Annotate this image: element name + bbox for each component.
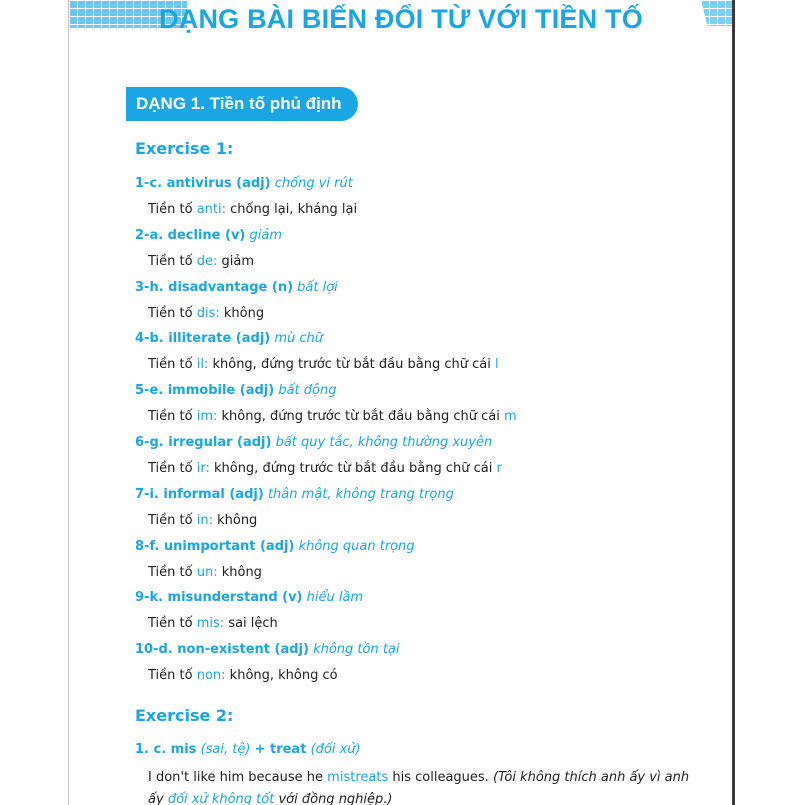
prefix: ir: (196, 461, 210, 476)
exercise-1-explanation (148, 254, 254, 269)
exercise-1-explanation (148, 565, 262, 580)
exercise-1-explanation (148, 616, 278, 631)
exercise-2-heading: Exercise 2: (135, 706, 234, 725)
item-code: 2-a. decline (v) (135, 227, 246, 243)
prefix-label: Tiền tố (148, 409, 193, 425)
mis-meaning: (sai, tệ) (200, 742, 251, 757)
prefix-label: Tiền tố (148, 512, 193, 528)
exercise-1-item (135, 176, 353, 191)
prefix-explanation: không (221, 564, 262, 580)
translation-part-2: với đồng nghiệp.) (278, 792, 393, 805)
item-code: 4-b. illiterate (adj) (135, 331, 271, 347)
translation-part-1: (Tôi không thích anh ấy vì anh ấy (148, 770, 690, 805)
item-code: 1-c. antivirus (adj) (135, 176, 271, 191)
item-meaning: thân mật, không trang trọng (267, 486, 454, 502)
item-meaning: hiểu lầm (306, 590, 364, 606)
item-code: 7-i. informal (adj) (135, 486, 264, 502)
question-number: 1. c. mis (135, 742, 197, 757)
prefix-explanation: không, không có (229, 668, 338, 684)
prefix-letter: m (504, 409, 517, 425)
item-meaning: mù chữ (274, 331, 324, 347)
exercise-1-explanation (148, 513, 257, 528)
translation-highlight: đối xử không tốt (167, 792, 275, 805)
prefix: anti: (196, 202, 227, 217)
exercise-1-item (135, 539, 415, 554)
prefix-label: Tiền tố (148, 564, 193, 580)
item-code: 10-d. non-existent (adj) (135, 642, 309, 658)
item-code: 8-f. unimportant (adj) (135, 538, 295, 554)
exercise-1-explanation (148, 357, 499, 372)
prefix-explanation: không, đứng trước từ bắt đầu bằng chữ cái (212, 357, 491, 373)
exercise-1-explanation (148, 306, 264, 321)
exercise-1-item (135, 383, 336, 398)
treat-word: + treat (254, 742, 307, 757)
exercise-1-item (135, 280, 338, 295)
exercise-1-item (135, 435, 492, 450)
exercise-2-question-1 (135, 742, 361, 757)
item-code: 9-k. misunderstand (v) (135, 590, 303, 606)
exercise-1-item (135, 228, 282, 243)
prefix: in: (196, 512, 213, 528)
page-edge-right (732, 0, 735, 805)
sentence-part-1: I don't like him because he (148, 770, 324, 785)
prefix-label: Tiền tố (148, 305, 193, 321)
prefix-explanation: không (223, 305, 265, 321)
exercise-1-item (135, 590, 363, 605)
item-code: 6-g. irregular (adj) (135, 435, 272, 450)
item-meaning: giảm (249, 227, 283, 243)
page-title: DẠNG BÀI BIẾN ĐỔI TỪ VỚI TIỀN TỐ (159, 4, 643, 34)
item-meaning: không quan trọng (298, 538, 415, 554)
exercise-1-explanation (148, 461, 502, 476)
item-code: 3-h. disadvantage (n) (135, 279, 294, 295)
prefix-label: Tiền tố (148, 668, 193, 684)
prefix-label: Tiền tố (148, 253, 193, 269)
prefix: de: (196, 253, 218, 269)
exercise-1-item (135, 331, 323, 346)
prefix-letter: r (496, 461, 502, 476)
item-meaning: bất động (278, 383, 337, 399)
exercise-1-explanation (148, 409, 517, 424)
item-meaning: bất quy tắc, không thường xuyên (275, 435, 493, 450)
prefix: non: (196, 668, 226, 684)
prefix-label: Tiền tố (148, 461, 193, 476)
item-meaning: chống vi rút (274, 176, 353, 191)
prefix-label: Tiền tố (148, 202, 193, 217)
prefix-letter: l (494, 357, 499, 373)
exercise-1-item (135, 487, 454, 502)
prefix-explanation: không (217, 512, 258, 528)
prefix-explanation: giảm (221, 253, 254, 269)
prefix: un: (196, 564, 218, 580)
exercise-1-explanation (148, 202, 357, 217)
prefix: im: (196, 409, 218, 425)
sentence-highlight: mistreats (327, 770, 389, 785)
prefix-label: Tiền tố (148, 357, 193, 373)
prefix: mis: (196, 616, 225, 632)
exercise-1-item (135, 642, 400, 657)
prefix-explanation: không, đứng trước từ bắt đầu bằng chữ cái (221, 409, 500, 425)
prefix-explanation: chống lại, kháng lại (230, 202, 358, 217)
exercise-1-explanation (148, 668, 338, 683)
prefix-explanation: không, đứng trước từ bắt đầu bằng chữ cái (213, 461, 493, 476)
exercise-1-heading: Exercise 1: (135, 139, 234, 158)
prefix-label: Tiền tố (148, 616, 193, 632)
treat-meaning: (đối xử) (310, 742, 361, 757)
document-page (69, 0, 733, 805)
prefix-explanation: sai lệch (228, 616, 278, 632)
section-heading: DẠNG 1. Tiền tố phủ định (126, 87, 358, 121)
item-meaning: bất lợi (297, 279, 338, 295)
prefix: il: (196, 357, 209, 373)
sentence-part-2: his colleagues. (392, 770, 489, 785)
item-meaning: không tồn tại (313, 642, 400, 658)
exercise-2-sentence (148, 767, 708, 805)
prefix: dis: (196, 305, 220, 321)
item-code: 5-e. immobile (adj) (135, 383, 275, 399)
